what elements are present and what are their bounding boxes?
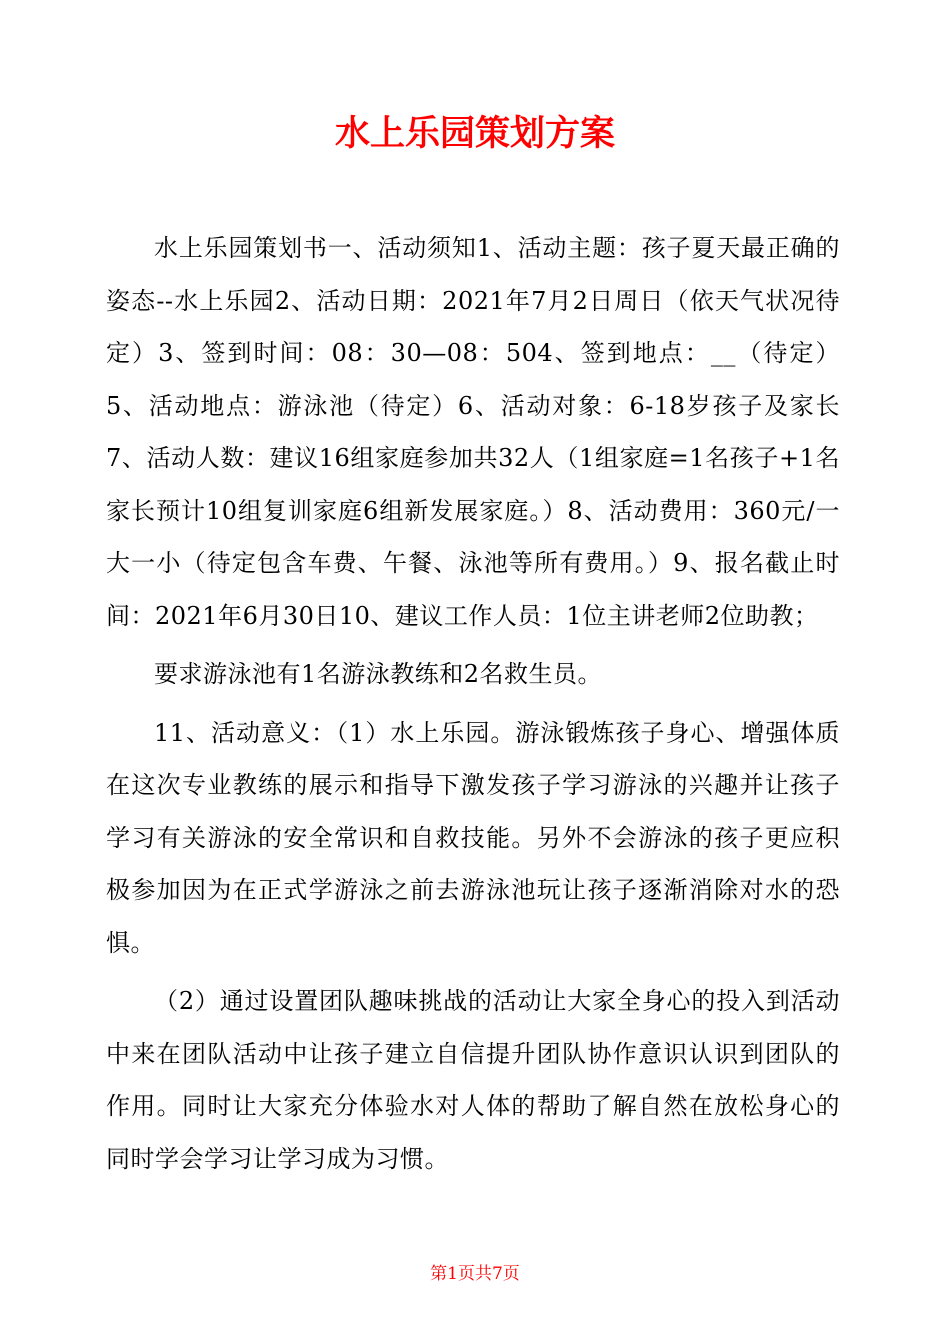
page-number: 第1页共7页 bbox=[430, 1264, 520, 1284]
document-body bbox=[106, 222, 840, 1191]
paragraph-activity-significance-2: （2）通过设置团队趣味挑战的活动让大家全身心的投入到活动中来在团队活动中让孩子建立自信提升团队协作意识认识到团队的作用。同时让大家充分体验水对人体的帮助了解自然在放松身心的同时学会学习让学习成为习惯。 bbox=[106, 987, 840, 1173]
paragraph-activity-significance-1: 11、活动意义：（1）水上乐园。游泳锻炼孩子身心、增强体质在这次专业教练的展示和指导下激发孩子学习游泳的兴趣并让孩子学习有关游泳的安全常识和自救技能。另外不会游泳的孩子更应积极参加因为在正式学游泳之前去游泳池玩让孩子逐渐消除对水的恐惧。 bbox=[106, 718, 840, 957]
paragraph-pool-requirement: 要求游泳池有1名游泳教练和2名救生员。 bbox=[154, 660, 603, 688]
document-title: 水上乐园策划方案 bbox=[334, 114, 615, 154]
paragraph-activity-notice: 水上乐园策划书一、活动须知1、活动主题：孩子夏天最正确的姿态--水上乐园2、活动日期：2021年7月2日周日（依天气状况待定）3、签到时间：08：30—08：504、签到地点：__（待定）5、活动地点：游泳池（待定）6、活动对象：6-18岁孩子及家长7、活动人数：建议16组家庭参加共32人（1组家庭=1名孩子+1名家长预计10组复训家庭6组新发展家庭。）8、活动费用：360元/一大一小（待定包含车费、午餐、泳池等所有费用。）9、报名截止时间：2021年6月30日10、建议工作人员：1位主讲老师2位助教； bbox=[106, 234, 840, 630]
